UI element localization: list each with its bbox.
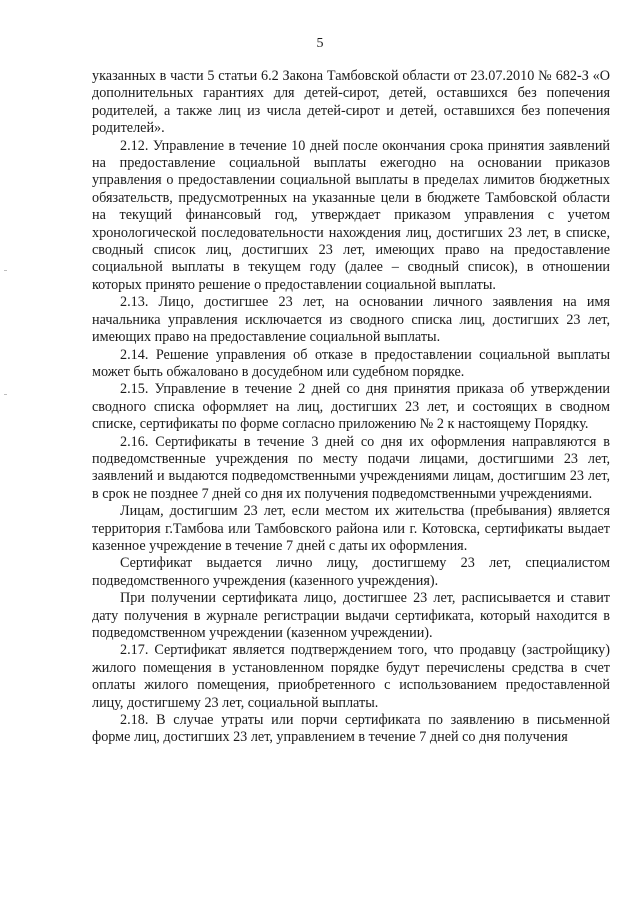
paragraph-residence: Лицам, достигшим 23 лет, если местом их жительства (пребывания) является территория г.Тамбова или Тамбовского района или г. Котовска, сертификаты выдает казенное учреждение в течение 7 дней с даты их оформления. xyxy=(92,503,610,554)
paragraph-2-12: 2.12. Управление в течение 10 дней после окончания срока принятия заявлений на предоставление социальной выплаты ежегодно на основании приказов управления о предоставлении социальной выплаты в пределах лимитов бюджетных обязательств, предусмотренных на указанные цели в бюджете Тамбовской области на текущий финансовый год, утверждает приказом управления с учетом хронологической последовательности нахождения лиц, достигших 23 лет, в списке, сводный список лиц, достигших 23 лет, имеющих право на предоставление социальной выплаты в текущем году (далее – сводный список), в отношении которых принято решение о предоставлении социальной выплаты. xyxy=(92,137,610,293)
paragraph-continuation: указанных в части 5 статьи 6.2 Закона Тамбовской области от 23.07.2010 № 682-З «О дополнительных гарантиях для детей-сирот, детей, оставшихся без попечения родителей, а также лиц из числа детей-сирот и детей, оставшихся без попечения родителей». xyxy=(92,68,610,137)
paragraph-2-18: 2.18. В случае утраты или порчи сертификата по заявлению в письменной форме лиц, достигших 23 лет, управлением в течение 7 дней со дня получения xyxy=(92,712,610,746)
margin-mark xyxy=(4,394,7,395)
page-number: 5 xyxy=(316,36,324,51)
paragraph-2-16: 2.16. Сертификаты в течение 3 дней со дня их оформления направляются в подведомственные учреждения по месту подачи лицами, достигшими 23 лет, заявлений и выдаются подведомственными учреждениями лицам, достигшим 23 лет, в срок не позднее 7 дней со дня их получения подведомственными учреждениями. xyxy=(92,433,610,502)
document-body xyxy=(92,68,610,747)
paragraph-2-17: 2.17. Сертификат является подтверждением того, что продавцу (застройщику) жилого помещения в установленном порядке будут перечислены средства в счет оплаты жилого помещения, приобретенного с использованием предоставленной лицу, достигшему 23 лет, социальной выплаты. xyxy=(92,642,610,711)
margin-mark xyxy=(4,270,7,271)
paragraph-2-14: 2.14. Решение управления об отказе в предоставлении социальной выплаты может быть обжаловано в досудебном или судебном порядке. xyxy=(92,346,610,380)
paragraph-certificate-issue: Сертификат выдается лично лицу, достигшему 23 лет, специалистом подведомственного учреждения (казенного учреждения). xyxy=(92,555,610,589)
paragraph-2-15: 2.15. Управление в течение 2 дней со дня принятия приказа об утверждении сводного списка оформляет на лиц, достигших 23 лет, и состоящих в сводном списке, сертификаты по форме согласно приложению № 2 к настоящему Порядку. xyxy=(92,381,610,433)
paragraph-2-13: 2.13. Лицо, достигшее 23 лет, на основании личного заявления на имя начальника управления исключается из сводного списка лиц, достигших 23 лет, имеющих право на предоставление социальной выплаты. xyxy=(92,294,610,346)
paragraph-certificate-receipt: При получении сертификата лицо, достигшее 23 лет, расписывается и ставит дату получения в журнале регистрации выдачи сертификата, который находится в подведомственном учреждении (казенном учреждении). xyxy=(92,590,610,641)
